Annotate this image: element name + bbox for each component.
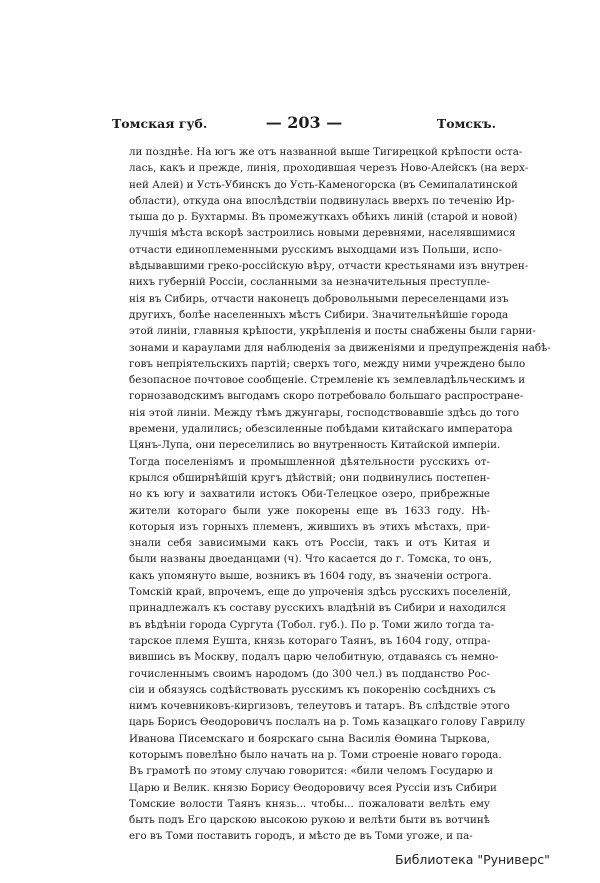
text-line: ли позднѣе. На югъ же отъ названной выше Тигирецкой крѣпости оста- [129,146,523,158]
text-line: области), откуда она впослѣдствіи подвинулась вверхъ по теченію Ир- [129,194,515,207]
text-line: отчасти единоплеменными русскимъ выходцами изъ Польши, испо- [129,243,502,256]
text-line: другихъ, болѣе населенныхъ мѣстъ Сибири. Значительнѣйшіе города [129,308,509,321]
text-line: Томские волости Таянъ князь... чтобы... пожаловати велѣть ему [129,797,490,810]
text-line: царь Борисъ Ѳеодоровичъ послалъ на р. Томь казацкаго голову Гаврилу [129,716,526,729]
page-header [112,113,496,133]
text-line: зонами и караулами для наблюденія за движеніями и предупрежденія набѣ- [129,341,551,354]
text-line: лучшія мѣста вскорѣ застроились новыми деревнями, населявшимися [129,227,516,240]
text-line: горнозаводскимъ выгодамъ скоро потребовало большаго распростране- [129,390,524,403]
text-line: въ вѣдѣніи города Сургута (Тобол. губ.). По р. Томи жило тогда та- [129,618,495,631]
text-line: которымъ повелѣно было начать на р. Томи строеніе новаго города. [129,748,502,761]
text-line: Тогда поселеніямъ и промышленной дѣятельности русскихъ от- [129,455,490,468]
text-line: Томскій край, впрочемъ, еще до упроченія здѣсь русскихъ поселеній, [129,586,511,599]
text-line: крылся обширнѣйшій кругъ дѣйствій; они подвинулись постепен- [129,471,490,484]
text-line: какъ упомянуто выше, возникъ въ 1604 году, въ значеніи острога. [129,569,492,582]
text-line: лась, какъ и прежде, линія, проходившая черезъ Ново-Алейскъ (на верх- [129,162,529,175]
text-line: этой линіи, главныя крѣпости, укрѣпленія и посты снабжены были гарни- [129,325,536,338]
text-line: нимъ кочевниковъ-киргизовъ, телеутовъ и татаръ. Въ слѣдствіе этого [129,700,510,713]
text-line: его въ Томи поставить городъ, и мѣсто де въ Томи угоже, и па- [129,830,473,843]
page-number: — 203 — [265,113,343,132]
header-province: Томская губ. [112,116,208,131]
text-line: Иванова Писемскаго и боярскаго сына Василія Ѳомина Тыркова, [129,732,490,745]
text-line: ней Алей) и Усть-Убинскъ до Усть-Каменогорска (въ Семипалатинской [129,178,518,191]
text-line: вившись въ Москву, подалъ царю челобитную, отдаваясь съ немно- [129,651,499,664]
text-line: нія этой линіи. Между тѣмъ джунгары, господствовавшіе здѣсь до того [129,406,520,419]
body-text [129,144,551,845]
text-line: нія въ Сибирь, отчасти наконецъ добровольными переселенцами изъ [129,292,509,305]
text-line: быть подъ Его царскою высокою рукою и велѣти быти въ вотчинѣ [129,814,490,827]
library-watermark: Библиотека "Руниверс" [395,852,550,867]
text-line: были названы двоеданцами (ч). Что касается до г. Томска, то онъ, [129,553,492,566]
text-line: тарское племя Еушта, князь котораго Таянъ, въ 1604 году, отпра- [129,634,491,647]
text-line: вѣдывавшими греко-россійскую вѣру, отчасти крестьянами изъ внутрен- [129,260,529,273]
text-line: принадлежалъ къ составу русскихъ владѣній въ Сибири и находился [129,602,506,615]
text-line: времени, удалились; обезсиленные побѣдами китайскаго императора [129,423,513,436]
text-line: говъ непріятельскихъ партій; сверхъ того, между ними учреждено было [129,357,526,370]
text-line: сіи и обязуясь содѣйствовать русскимъ къ покоренію сосѣднихъ съ [129,683,496,696]
text-line: нихъ губерній Россіи, сосланными за незначительныя преступле- [129,276,490,289]
text-line: знали себя зависимыми какъ отъ Россіи, такъ и отъ Китая и [129,537,490,550]
header-city: Томскъ. [436,116,496,131]
text-line: но къ югу и захватили истокъ Оби-Телецкое озеро, прибрежные [129,488,490,501]
text-line: гочисленнымъ своимъ народомъ (до 300 чел.) въ подданство Рос- [129,667,490,680]
text-line: жители котораго были уже покорены еще въ 1633 году. Нѣ- [129,504,490,517]
text-line: Царю и Велик. князю Борису Ѳеодоровичу всея Руссіи изъ Сибири [129,781,497,794]
text-line: тыша до р. Бухтармы. Въ промежуткахъ обѣихъ линій (старой и новой) [129,211,518,224]
text-line: Цянъ-Лупа, они переселились во внутренность Китайской имперіи. [129,439,501,452]
text-line: которыя изъ горныхъ племенъ, жившихъ въ этихъ мѣстахъ, при- [129,520,490,533]
text-line: Въ грамотѣ по этому случаю говорится: «били челомъ Государю и [129,765,494,778]
text-line: безопасное почтовое сообщеніе. Стремленіе къ землевладѣльческимъ и [129,374,526,387]
